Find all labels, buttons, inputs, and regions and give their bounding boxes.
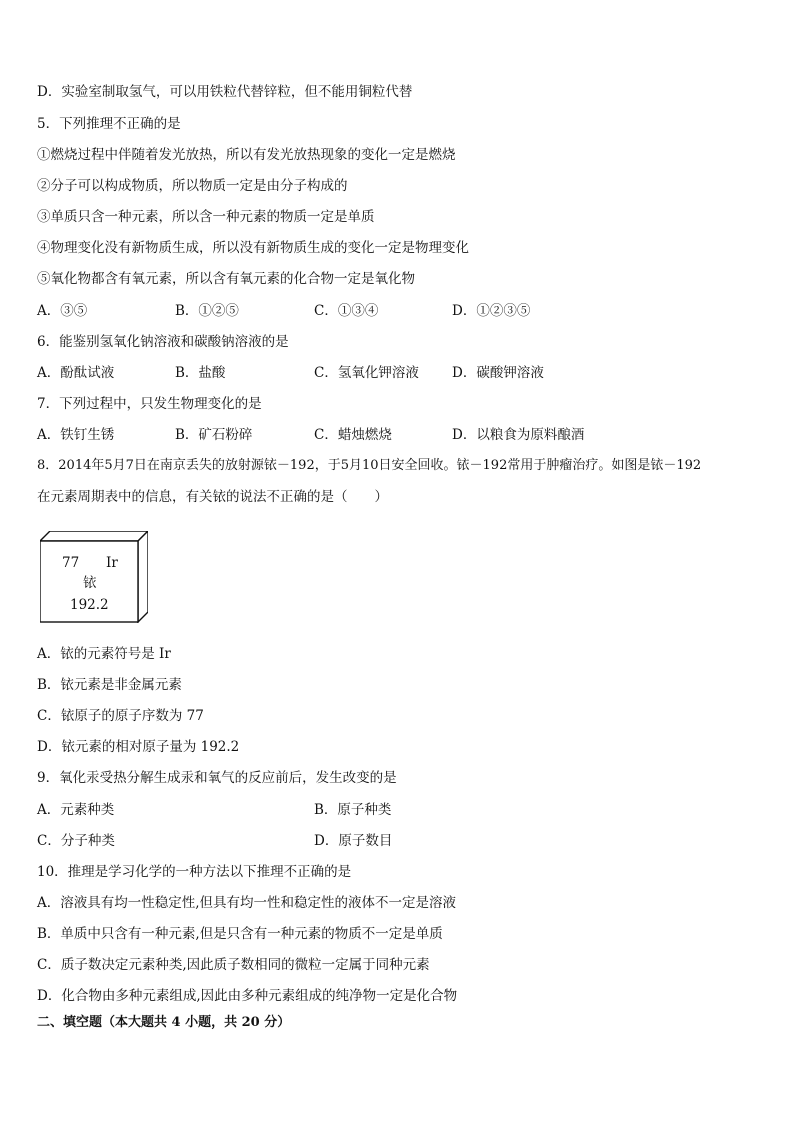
- q5-stem: 5．下列推理不正确的是: [37, 116, 181, 132]
- q7-option-d: D．以粮食为原料酿酒: [452, 427, 585, 443]
- q9-stem: 9．氧化汞受热分解生成汞和氧气的反应前后，发生改变的是: [37, 770, 397, 786]
- section-heading: 二、填空题（本大题共 4 小题，共 20 分）: [37, 1015, 291, 1030]
- q10-option-d: D．化合物由多种元素组成,因此由多种元素组成的纯净物一定是化合物: [37, 988, 458, 1004]
- element-atomic-mass: 192.2: [70, 597, 109, 613]
- q5-item-2: ②分子可以构成物质，所以物质一定是由分子构成的: [37, 178, 348, 194]
- q6-option-a: A．酚酞试液: [37, 365, 115, 381]
- q9-option-b: B．原子种类: [314, 802, 392, 818]
- q6-option-b: B．盐酸: [175, 365, 226, 381]
- q8-option-b: B．铱元素是非金属元素: [37, 677, 182, 693]
- q4-option-d: D．实验室制取氢气，可以用铁粒代替锌粒，但不能用铜粒代替: [37, 84, 413, 100]
- q7-option-c: C．蜡烛燃烧: [314, 427, 392, 443]
- q5-item-3: ③单质只含一种元素，所以含一种元素的物质一定是单质: [37, 209, 375, 225]
- q5-option-a: A．③⑤: [37, 303, 88, 319]
- q5-option-b: B．①②⑤: [175, 303, 239, 319]
- q9-option-d: D．原子数目: [314, 833, 393, 849]
- q8-option-a: A．铱的元素符号是 Ir: [37, 646, 171, 662]
- q7-option-a: A．铁钉生锈: [37, 427, 115, 443]
- element-cell-figure: [40, 531, 148, 623]
- q8-option-c: C．铱原子的原子序数为 77: [37, 708, 204, 724]
- q6-option-c: C．氢氧化钾溶液: [314, 365, 419, 381]
- q5-option-d: D．①②③⑤: [452, 303, 531, 319]
- q9-option-c: C．分子种类: [37, 833, 115, 849]
- q7-stem: 7．下列过程中，只发生物理变化的是: [37, 396, 262, 412]
- q6-option-d: D．碳酸钾溶液: [452, 365, 544, 381]
- q9-option-a: A．元素种类: [37, 802, 115, 818]
- q10-option-c: C．质子数决定元素种类,因此质子数相同的微粒一定属于同种元素: [37, 957, 430, 973]
- q6-stem: 6．能鉴别氢氧化钠溶液和碳酸钠溶液的是: [37, 334, 289, 350]
- q5-item-1: ①燃烧过程中伴随着发光放热，所以有发光放热现象的变化一定是燃烧: [37, 147, 456, 163]
- q5-item-5: ⑤氧化物都含有氧元素，所以含有氧元素的化合物一定是氧化物: [37, 271, 415, 287]
- q5-option-c: C．①③④: [314, 303, 379, 319]
- element-atomic-number: 77: [62, 555, 80, 571]
- q7-option-b: B．矿石粉碎: [175, 427, 253, 443]
- q8-stem-line-1: 8．2014年5月7日在南京丢失的放射源铱－192，于5月10日安全回收。铱－192常用于肿瘤治疗。如图是铱－192: [37, 458, 702, 473]
- element-symbol: Ir: [106, 555, 118, 571]
- element-name: 铱: [83, 575, 97, 591]
- q10-stem: 10．推理是学习化学的一种方法以下推理不正确的是: [37, 864, 352, 880]
- q10-option-b: B．单质中只含有一种元素,但是只含有一种元素的物质不一定是单质: [37, 926, 443, 942]
- q8-stem-line-2: 在元素周期表中的信息，有关铱的说法不正确的是（ ）: [37, 489, 388, 505]
- q10-option-a: A．溶液具有均一性稳定性,但具有均一性和稳定性的液体不一定是溶液: [37, 895, 457, 911]
- q8-option-d: D．铱元素的相对原子量为 192.2: [37, 739, 240, 755]
- q5-item-4: ④物理变化没有新物质生成，所以没有新物质生成的变化一定是物理变化: [37, 240, 469, 256]
